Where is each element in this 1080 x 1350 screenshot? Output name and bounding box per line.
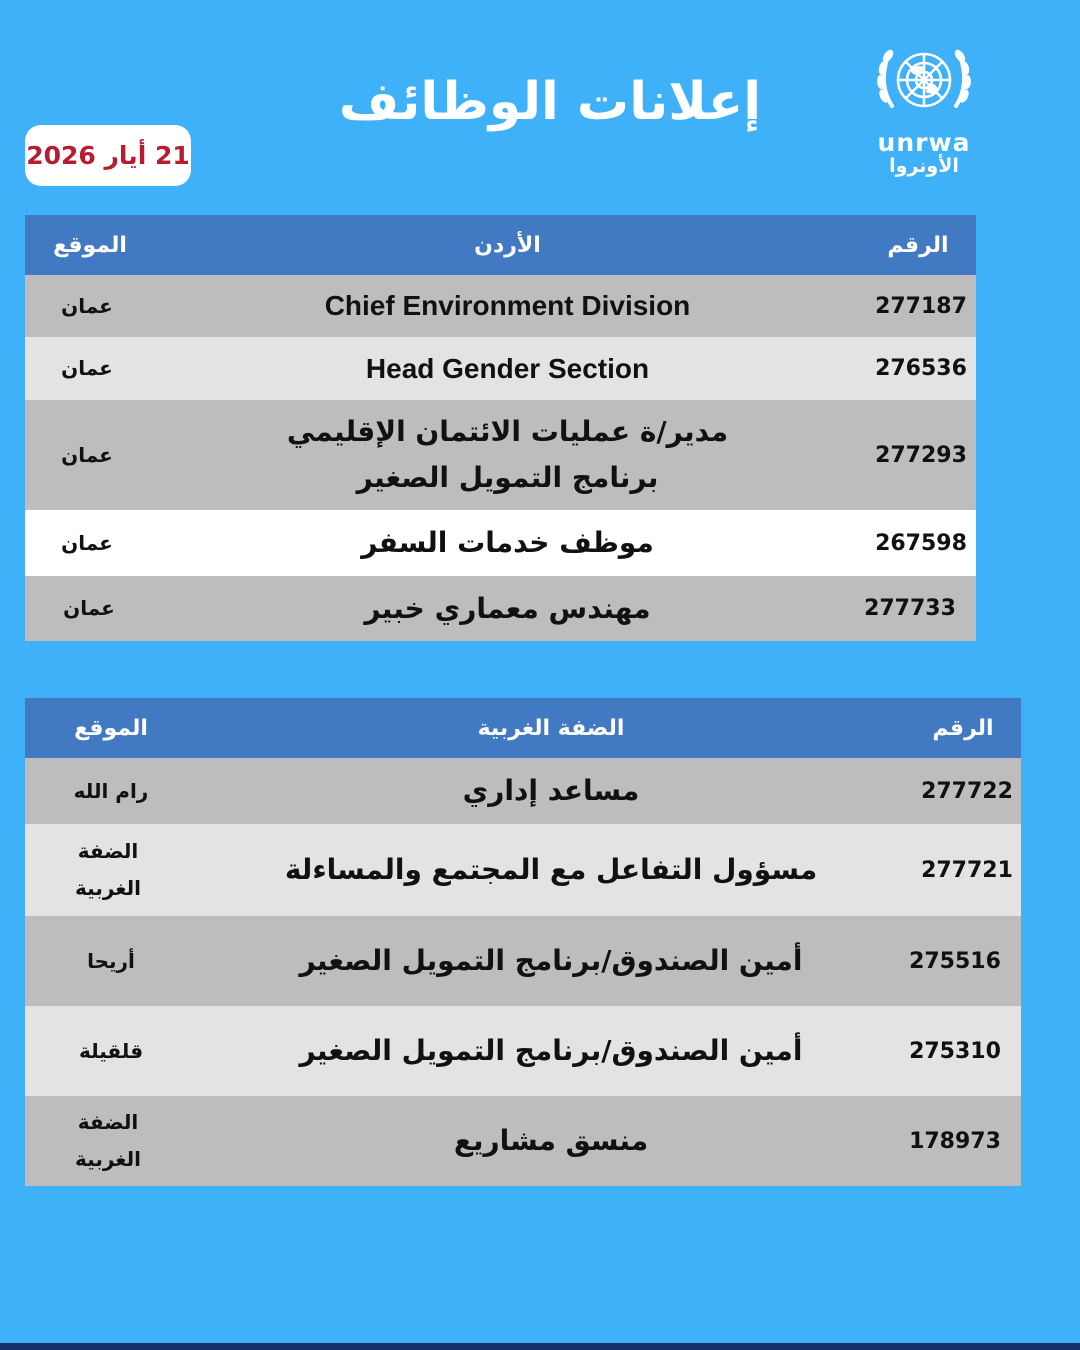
page-title: إعلانات الوظائف — [338, 72, 762, 132]
job-location: الضفة الغربية — [75, 1110, 141, 1171]
job-location: أريحا — [87, 948, 135, 973]
job-location: عمان — [61, 356, 113, 380]
job-location: رام الله — [73, 778, 149, 803]
job-location: عمان — [61, 530, 113, 555]
header-region: الضفة الغربية — [477, 715, 625, 741]
header-location: الموقع — [74, 715, 148, 741]
table-row[interactable] — [25, 758, 1021, 824]
header-region: الأردن — [474, 232, 541, 258]
table-row[interactable] — [25, 824, 1021, 916]
job-number: 277293 — [875, 442, 967, 468]
logo-text-ar: الأونروا — [889, 155, 959, 177]
table-header-row — [25, 215, 976, 275]
job-title: مسؤول التفاعل مع المجتمع والمساءلة — [284, 853, 818, 886]
job-number: 277722 — [921, 778, 1013, 804]
table-header-row — [25, 698, 1021, 758]
header-number: الرقم — [932, 715, 994, 741]
job-number: 276536 — [875, 356, 967, 381]
table-row[interactable] — [25, 1006, 1021, 1096]
job-title: موظف خدمات السفر — [361, 526, 654, 559]
table-row[interactable] — [25, 916, 1021, 1006]
job-number: 277721 — [921, 857, 1013, 883]
un-emblem-icon — [874, 40, 974, 128]
table-row[interactable] — [25, 400, 976, 510]
job-title: منسق مشاريع — [453, 1124, 649, 1157]
job-title: مساعد إداري — [462, 774, 640, 807]
date-badge: 21 أيار 2026 — [25, 125, 191, 186]
job-title: أمين الصندوق/برنامج التمويل الصغير — [299, 944, 803, 977]
job-title: مدير/ة عمليات الائتمان الإقليمي برنامج التمويل الصغير — [286, 415, 729, 494]
job-number: 267598 — [875, 530, 967, 556]
job-location: قلقيلة — [78, 1038, 144, 1063]
table-row[interactable] — [25, 576, 976, 641]
job-location: عمان — [63, 596, 115, 620]
footer-bar — [0, 1343, 1080, 1350]
header-number: الرقم — [887, 232, 949, 258]
job-title: Chief Environment Division — [324, 290, 691, 321]
header-location: الموقع — [53, 232, 127, 258]
job-location: الضفة الغربية — [75, 839, 141, 900]
job-number: 277733 — [864, 596, 956, 621]
job-number: 275310 — [909, 1038, 1001, 1064]
job-title: أمين الصندوق/برنامج التمويل الصغير — [299, 1034, 803, 1067]
job-title: مهندس معماري خبير — [364, 591, 651, 625]
job-number: 178973 — [909, 1128, 1001, 1154]
jordan-jobs-table — [25, 215, 976, 641]
job-number: 275516 — [909, 948, 1001, 974]
table-row[interactable] — [25, 1096, 1021, 1186]
job-location: عمان — [61, 293, 113, 318]
job-title: Head Gender Section — [365, 352, 650, 384]
table-row[interactable] — [25, 510, 976, 576]
table-row[interactable] — [25, 275, 976, 337]
job-location: عمان — [61, 442, 113, 467]
table-row[interactable] — [25, 337, 976, 400]
unrwa-logo — [872, 40, 976, 180]
west-bank-jobs-table — [25, 698, 1021, 1186]
logo-text-en: unrwa — [877, 128, 971, 157]
job-number: 277187 — [875, 293, 967, 319]
